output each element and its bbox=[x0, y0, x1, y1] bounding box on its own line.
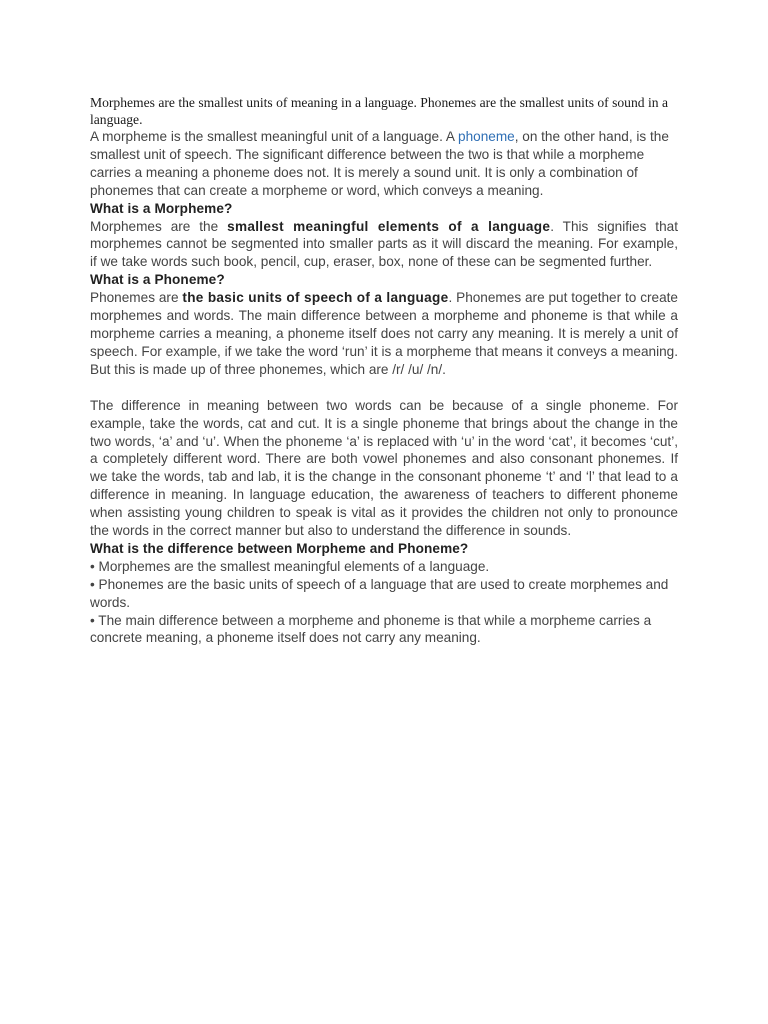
paragraph-phoneme bbox=[90, 289, 678, 379]
paragraph-definition-text-b: , on the other hand, is the smallest unit of speech. The significant difference between the two is that while a morpheme carries a meaning a phoneme does not. It is merely a sound unit. It is only a combination of phonemes that can create a morpheme or word, which conveys a meaning. bbox=[90, 129, 669, 198]
heading-what-is-morpheme: What is a Morpheme? bbox=[90, 200, 233, 216]
paragraph-difference-example: The difference in meaning between two words can be because of a single phoneme. For example, take the words, cat and cut. It is a single phoneme that brings about the change in the two words, ‘a’ and ‘u’. When the phoneme ‘a’ is replaced with ‘u’ in the word ‘cat’, it becomes ‘cut’, a completely different word. There are both vowel phonemes and also consonant phonemes. If we take the words, tab and lab, it is the change in the consonant phoneme ‘t’ and ‘l’ that lead to a difference in meaning. In language education, the awareness of teachers to different phoneme when assisting young children to speak is vital as it provides the children not only to pronounce the words in the correct manner but also to understand the difference in sounds. bbox=[90, 397, 678, 539]
paragraph-morpheme-bold: smallest meaningful elements of a language bbox=[227, 218, 551, 234]
paragraph-definition bbox=[90, 128, 678, 200]
paragraph-definition-text-a: A morpheme is the smallest meaningful unit of a language. A bbox=[90, 129, 459, 144]
bullet-item: • Morphemes are the smallest meaningful elements of a language. bbox=[90, 558, 490, 574]
heading-difference: What is the difference between Morpheme and Phoneme? bbox=[90, 540, 469, 556]
heading-what-is-phoneme: What is a Phoneme? bbox=[90, 272, 225, 288]
document-page bbox=[90, 94, 678, 647]
paragraph-morpheme-text-b: . This signifies that morphemes cannot be segmented into smaller parts as it will discard the meaning. For example, if we take words such book, pencil, cup, eraser, box, none of these can be segmented further. bbox=[90, 218, 678, 270]
phoneme-link[interactable]: phoneme bbox=[458, 129, 515, 144]
paragraph-phoneme-bold: the basic units of speech of a language bbox=[182, 290, 449, 306]
paragraph-phoneme-text-b: . Phonemes are put together to create morphemes and words. The main difference between a morpheme and phoneme is that while a morpheme carries a meaning, a phoneme itself does not carry any meaning. It is merely a unit of speech. For example, if we take the word ‘run’ it is a morpheme that means it conveys a meaning. But this is made up of three phonemes, which are /r/ /u/ /n/. bbox=[90, 290, 678, 377]
paragraph-phoneme-text-a: Phonemes are bbox=[90, 290, 183, 306]
bullet-item: • Phonemes are the basic units of speech of a language that are used to create morphemes and words. bbox=[90, 576, 669, 610]
paragraph-morpheme-text-a: Morphemes are the bbox=[90, 218, 228, 234]
bullet-item: • The main difference between a morpheme and phoneme is that while a morpheme carries a concrete meaning, a phoneme itself does not carry any meaning. bbox=[90, 612, 652, 646]
paragraph-morpheme bbox=[90, 218, 678, 272]
intro-paragraph: Morphemes are the smallest units of meaning in a language. Phonemes are the smallest units of sound in a language. bbox=[90, 95, 668, 127]
paragraph-spacer bbox=[90, 379, 678, 397]
